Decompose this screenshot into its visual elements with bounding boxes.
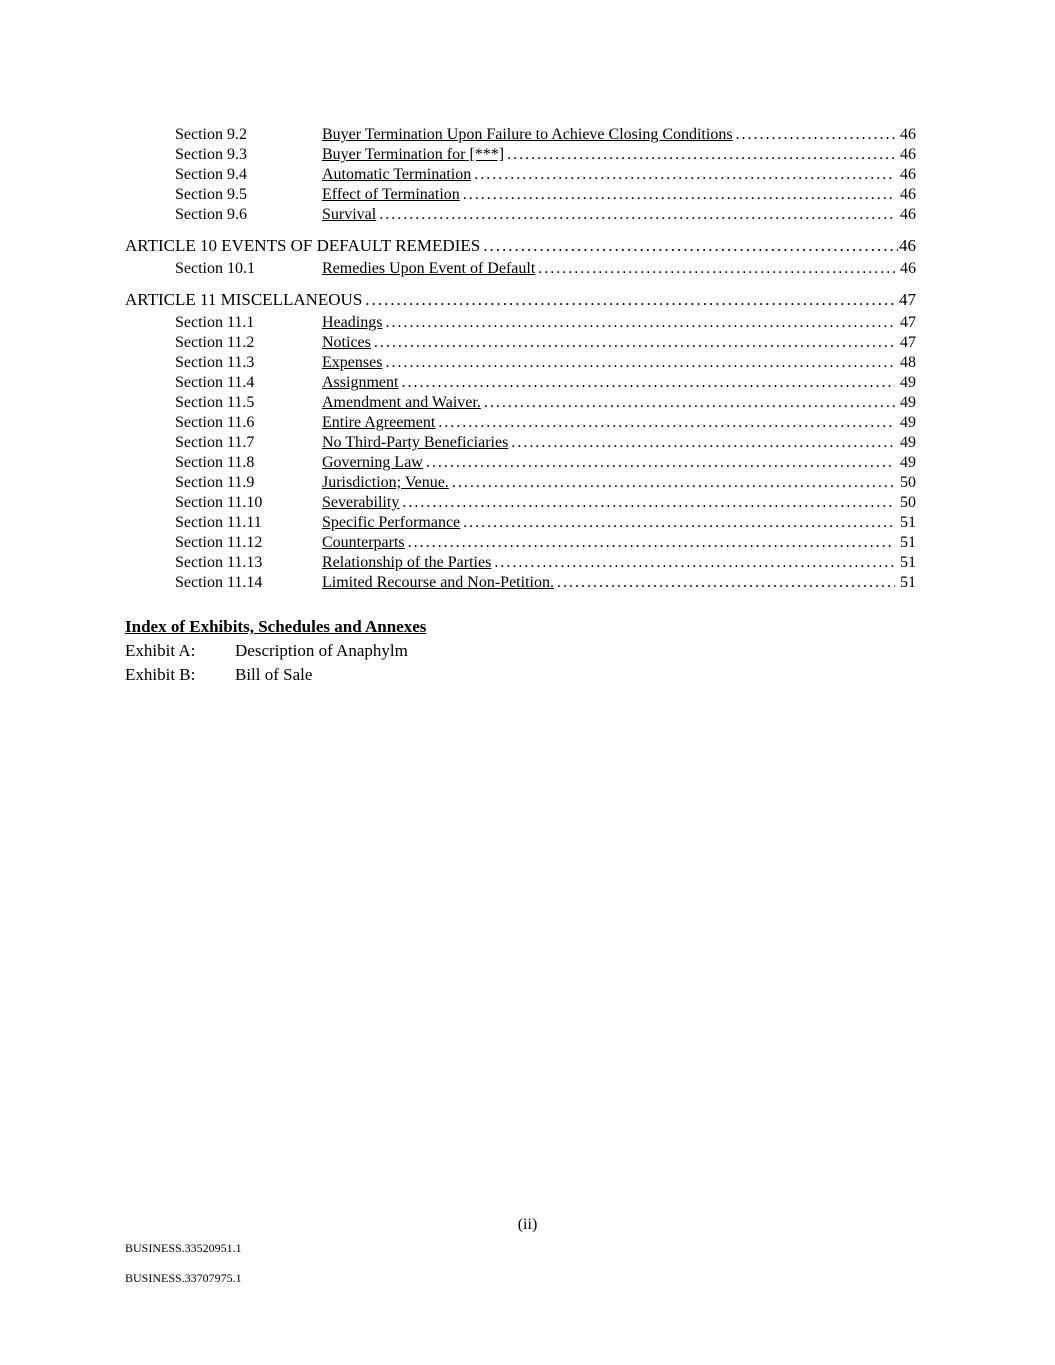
toc-section-label: Section 11.4 xyxy=(175,374,255,391)
toc-page-number: 48 xyxy=(900,354,916,371)
toc-section-row xyxy=(175,353,916,373)
toc-article-title: ARTICLE 10 EVENTS OF DEFAULT REMEDIES xyxy=(125,236,481,255)
toc-section-row xyxy=(175,205,916,225)
exhibit-description: Description of Anaphylm xyxy=(235,641,408,660)
toc-page-number: 46 xyxy=(899,236,916,255)
toc-section-title: Severability xyxy=(322,494,400,511)
toc-section-title: Remedies Upon Event of Default xyxy=(322,260,536,277)
toc-section-row xyxy=(175,453,916,473)
toc-section-row xyxy=(175,185,916,205)
dot-leader xyxy=(438,413,895,433)
exhibits-list xyxy=(125,639,916,687)
toc-article-row xyxy=(125,287,916,313)
dot-leader xyxy=(538,259,895,279)
exhibits-index-heading: Index of Exhibits, Schedules and Annexes xyxy=(125,617,427,636)
dot-leader xyxy=(385,313,895,333)
toc-section-title: Headings xyxy=(322,314,383,331)
toc-section-title: Jurisdiction; Venue. xyxy=(322,474,449,491)
toc-page-number: 51 xyxy=(900,554,916,571)
page-content xyxy=(125,0,916,687)
dot-leader xyxy=(374,333,895,353)
dot-leader xyxy=(452,473,895,493)
toc-page-number: 46 xyxy=(900,260,916,277)
toc-section-title: Amendment and Waiver. xyxy=(322,394,481,411)
toc-section-title: Limited Recourse and Non-Petition. xyxy=(322,574,554,591)
dot-leader xyxy=(379,205,895,225)
toc-article-row xyxy=(125,233,916,259)
dot-leader xyxy=(402,493,895,513)
dot-leader xyxy=(463,513,895,533)
dot-leader xyxy=(474,165,895,185)
toc-page-number: 49 xyxy=(900,374,916,391)
toc-section-label: Section 11.1 xyxy=(175,314,255,331)
dot-leader xyxy=(483,233,898,259)
toc-page-number: 47 xyxy=(899,290,916,309)
dot-leader xyxy=(494,553,895,573)
toc-page-number: 47 xyxy=(900,334,916,351)
toc-section-row xyxy=(175,125,916,145)
toc-section-label: Section 9.3 xyxy=(175,146,247,163)
exhibit-label: Exhibit B: xyxy=(125,665,196,684)
toc-section-row xyxy=(175,553,916,573)
toc-section-title: Specific Performance xyxy=(322,514,461,531)
toc-section-label: Section 9.2 xyxy=(175,126,247,143)
toc-section-label: Section 11.3 xyxy=(175,354,255,371)
toc-page-number: 49 xyxy=(900,414,916,431)
toc-section-row xyxy=(175,333,916,353)
dot-leader xyxy=(557,573,895,593)
toc-page-number: 51 xyxy=(900,574,916,591)
toc-page-number: 46 xyxy=(900,186,916,203)
document-id-2: BUSINESS.33707975.1 xyxy=(125,1271,242,1285)
dot-leader xyxy=(511,433,895,453)
toc-section-row xyxy=(175,473,916,493)
toc-page-number: 51 xyxy=(900,534,916,551)
toc-page-number: 46 xyxy=(900,146,916,163)
toc-section-label: Section 11.7 xyxy=(175,434,255,451)
dot-leader xyxy=(401,373,895,393)
toc-page-number: 49 xyxy=(900,434,916,451)
toc-page-number: 50 xyxy=(900,494,916,511)
toc-section-title: Counterparts xyxy=(322,534,405,551)
toc-section-title: Automatic Termination xyxy=(322,166,472,183)
toc-section-title: Notices xyxy=(322,334,371,351)
dot-leader xyxy=(507,145,895,165)
table-of-contents xyxy=(125,125,916,593)
document-id-1: BUSINESS.33520951.1 xyxy=(125,1241,242,1255)
dot-leader xyxy=(385,353,895,373)
toc-section-row xyxy=(175,433,916,453)
toc-section-row xyxy=(175,573,916,593)
toc-section-title: Assignment xyxy=(322,374,399,391)
toc-section-label: Section 11.6 xyxy=(175,414,255,431)
dot-leader xyxy=(463,185,895,205)
exhibit-description: Bill of Sale xyxy=(235,665,313,684)
toc-section-row xyxy=(175,393,916,413)
toc-page-number: 47 xyxy=(900,314,916,331)
toc-section-row xyxy=(175,313,916,333)
dot-leader xyxy=(426,453,895,473)
toc-section-row xyxy=(175,513,916,533)
dot-leader xyxy=(365,287,898,313)
exhibits-index xyxy=(125,615,916,687)
exhibit-row xyxy=(125,639,916,663)
dot-leader xyxy=(484,393,895,413)
toc-page-number: 50 xyxy=(900,474,916,491)
toc-page-number: 46 xyxy=(900,206,916,223)
toc-section-title: No Third-Party Beneficiaries xyxy=(322,434,509,451)
toc-section-title: Buyer Termination for [***] xyxy=(322,146,505,163)
toc-section-row xyxy=(175,165,916,185)
toc-section-row xyxy=(175,145,916,165)
toc-page-number: 49 xyxy=(900,394,916,411)
toc-page-number: 49 xyxy=(900,454,916,471)
exhibit-row xyxy=(125,663,916,687)
toc-page-number: 46 xyxy=(900,126,916,143)
toc-section-title: Expenses xyxy=(322,354,383,371)
toc-section-title: Survival xyxy=(322,206,377,223)
toc-section-label: Section 11.9 xyxy=(175,474,255,491)
toc-section-label: Section 11.5 xyxy=(175,394,255,411)
toc-section-label: Section 11.13 xyxy=(175,554,263,571)
toc-section-row xyxy=(175,373,916,393)
exhibit-label: Exhibit A: xyxy=(125,641,196,660)
toc-section-label: Section 9.4 xyxy=(175,166,247,183)
toc-section-title: Effect of Termination xyxy=(322,186,460,203)
toc-section-label: Section 9.6 xyxy=(175,206,247,223)
toc-section-title: Entire Agreement xyxy=(322,414,436,431)
toc-section-label: Section 11.10 xyxy=(175,494,263,511)
toc-article-title: ARTICLE 11 MISCELLANEOUS xyxy=(125,290,363,309)
toc-section-label: Section 9.5 xyxy=(175,186,247,203)
toc-section-row xyxy=(175,533,916,553)
toc-section-title: Relationship of the Parties xyxy=(322,554,492,571)
toc-section-label: Section 11.8 xyxy=(175,454,255,471)
toc-section-label: Section 11.11 xyxy=(175,514,262,531)
toc-section-label: Section 11.12 xyxy=(175,534,263,551)
dot-leader xyxy=(408,533,895,553)
toc-page-number: 46 xyxy=(900,166,916,183)
toc-section-label: Section 10.1 xyxy=(175,260,255,277)
toc-page-number: 51 xyxy=(900,514,916,531)
toc-section-label: Section 11.14 xyxy=(175,574,263,591)
toc-section-label: Section 11.2 xyxy=(175,334,255,351)
toc-section-row xyxy=(175,493,916,513)
page-number: (ii) xyxy=(517,1216,538,1233)
toc-section-row xyxy=(175,259,916,279)
toc-section-title: Buyer Termination Upon Failure to Achieve Closing Conditions xyxy=(322,126,733,143)
toc-section-row xyxy=(175,413,916,433)
toc-section-title: Governing Law xyxy=(322,454,423,471)
dot-leader xyxy=(736,125,895,145)
